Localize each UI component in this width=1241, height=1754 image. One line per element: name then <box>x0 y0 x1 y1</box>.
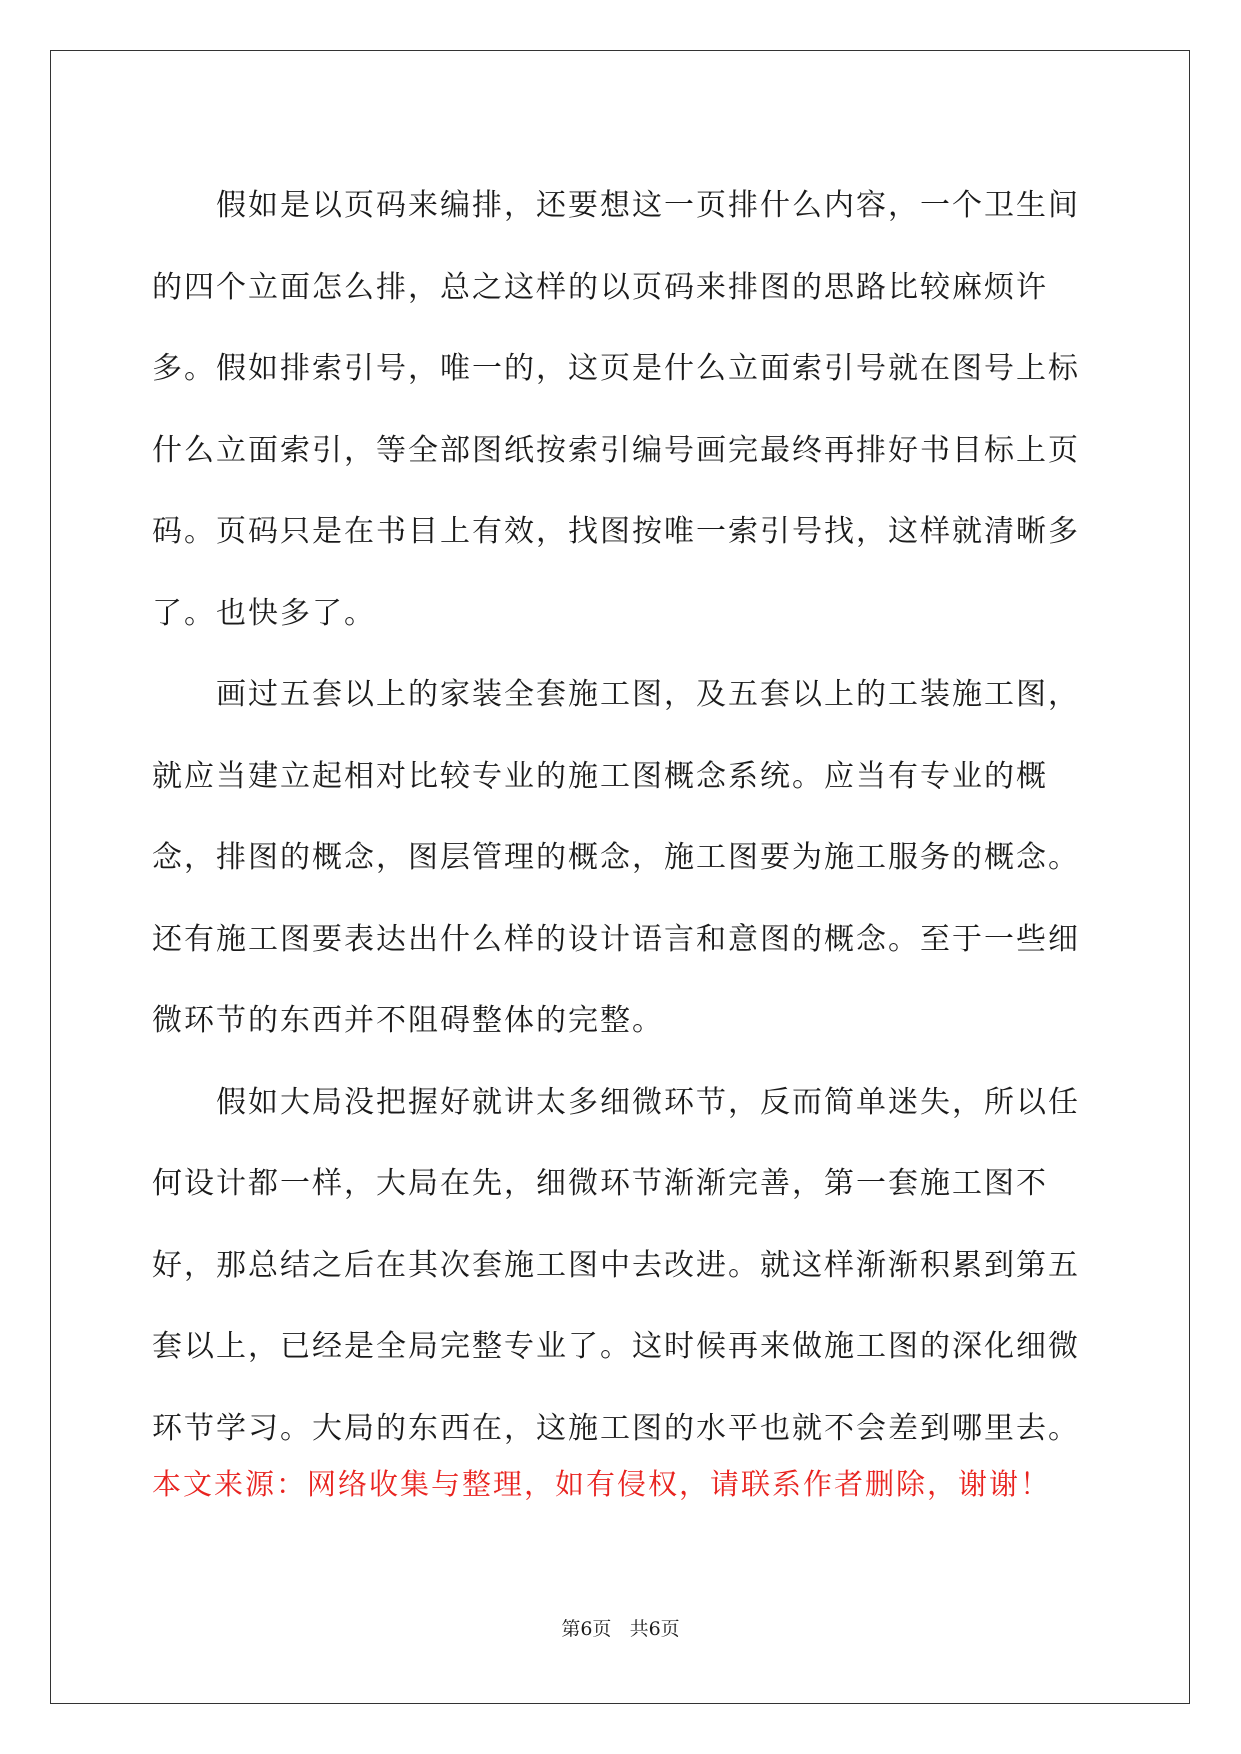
page-number: 第6页 <box>561 1618 612 1640</box>
paragraph-3: 假如大局没把握好就讲太多细微环节，反而简单迷失，所以任何设计都一样，大局在先，细微环节渐渐完善，第一套施工图不好，那总结之后在其次套施工图中去改进。就这样渐渐积累到第五套以上，已经是全局完整专业了。这时候再来做施工图的深化细微环节学习。大局的东西在，这施工图的水平也就不会差到哪里去。 <box>152 1084 1080 1446</box>
document-body <box>152 165 1092 1469</box>
page-total: 共6页 <box>629 1618 680 1640</box>
page-footer <box>0 1614 1241 1641</box>
source-note: 本文来源：网络收集与整理，如有侵权，请联系作者删除，谢谢！ <box>152 1467 1052 1501</box>
paragraph-1: 假如是以页码来编排，还要想这一页排什么内容，一个卫生间的四个立面怎么排，总之这样的以页码来排图的思路比较麻烦许多。假如排索引号，唯一的，这页是什么立面索引号就在图号上标什么立面索引，等全部图纸按索引编号画完最终再排好书目标上页码。页码只是在书目上有效，找图按唯一索引号找，这样就清晰多了。也快多了。 <box>152 188 1080 631</box>
paragraph-2: 画过五套以上的家装全套施工图，及五套以上的工装施工图，就应当建立起相对比较专业的施工图概念系统。应当有专业的概念，排图的概念，图层管理的概念，施工图要为施工服务的概念。还有施工图要表达出什么样的设计语言和意图的概念。至于一些细微环节的东西并不阻碍整体的完整。 <box>152 677 1080 1038</box>
